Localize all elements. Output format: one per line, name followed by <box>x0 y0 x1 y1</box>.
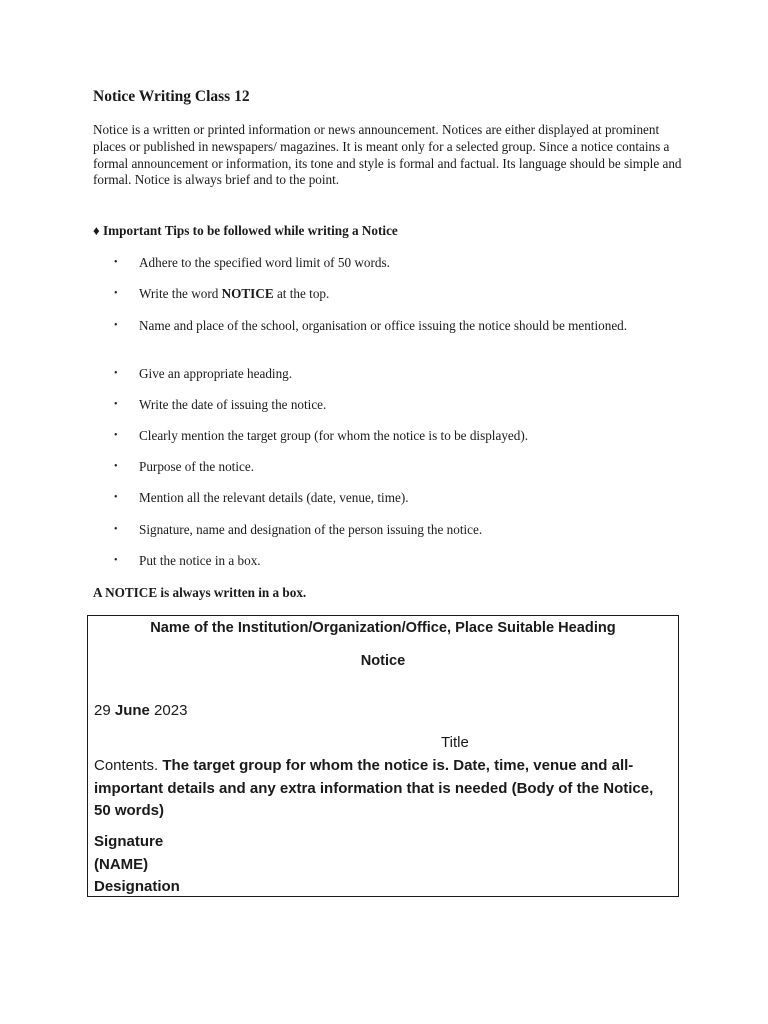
list-item <box>114 490 674 507</box>
notice-institution-heading: Name of the Institution/Organization/Office, Place Suitable Heading <box>150 620 616 636</box>
notice-format-box <box>87 615 679 897</box>
list-item <box>114 553 674 570</box>
list-item <box>114 318 674 335</box>
page-title: Notice Writing Class 12 <box>93 88 250 105</box>
notice-date-month: June <box>114 702 150 719</box>
list-item <box>114 286 674 303</box>
bullet-icon: • <box>114 555 118 566</box>
tip-text: Write the date of issuing the notice. <box>139 397 327 412</box>
tip-text-after: at the top. <box>273 286 330 301</box>
intro-paragraph: Notice is a written or printed information or news announcement. Notices are either displayed at prominent places or published in newspapers/ magazines. It is meant only for a selected group. Since a notice contains a formal announcement or information, its tone and style is formal and factual. Its language should be simple and formal. Notice is always brief and to the point. <box>93 122 682 188</box>
tip-text: Purpose of the notice. <box>139 459 254 474</box>
tip-text-before: Write the word <box>139 286 222 301</box>
tip-text: Clearly mention the target group (for whom the notice is to be displayed). <box>139 428 529 443</box>
notice-contents-body: The target group for whom the notice is. Date, time, venue and all-important details and any extra information that is needed (Body of the Notice, 50 words) <box>94 757 654 819</box>
bullet-icon: • <box>114 368 118 379</box>
list-item <box>114 459 674 476</box>
notice-title: Title <box>441 734 469 751</box>
bullet-icon: • <box>114 399 118 410</box>
bullet-icon: • <box>114 430 118 441</box>
list-item <box>114 522 674 539</box>
bullet-icon: • <box>114 257 118 268</box>
tip-text: Name and place of the school, organisation or office issuing the notice should be mentioned. <box>139 318 628 333</box>
tips-heading: ♦ Important Tips to be followed while writing a Notice <box>93 223 398 238</box>
tip-text: Mention all the relevant details (date, venue, time). <box>139 490 409 505</box>
list-item <box>114 428 674 445</box>
tip-text: Adhere to the specified word limit of 50 words. <box>139 255 390 270</box>
notice-signature: Signature <box>94 833 164 850</box>
bullet-icon: • <box>114 461 118 472</box>
tip-text <box>139 286 674 303</box>
tip-text: Signature, name and designation of the person issuing the notice. <box>139 522 483 537</box>
notice-contents <box>94 755 674 823</box>
bullet-icon: • <box>114 492 118 503</box>
notice-date <box>94 702 187 719</box>
list-item <box>114 366 674 383</box>
notice-designation: Designation <box>94 878 180 895</box>
notice-contents-lead: Contents. <box>94 757 159 774</box>
tip-text: Give an appropriate heading. <box>139 366 293 381</box>
notice-label: Notice <box>360 653 406 669</box>
tip-text-strong: NOTICE <box>221 286 274 301</box>
notice-date-year: 2023 <box>149 702 188 719</box>
bullet-icon: • <box>114 288 118 299</box>
notice-date-day: 29 <box>94 702 115 719</box>
tip-text: Put the notice in a box. <box>139 553 261 568</box>
bullet-icon: • <box>114 320 118 331</box>
list-item <box>114 255 674 272</box>
list-item <box>114 397 674 414</box>
notice-signature-block <box>94 831 180 899</box>
bullet-icon: • <box>114 524 118 535</box>
box-caption: A NOTICE is always written in a box. <box>93 585 307 600</box>
notice-name: (NAME) <box>94 855 149 873</box>
